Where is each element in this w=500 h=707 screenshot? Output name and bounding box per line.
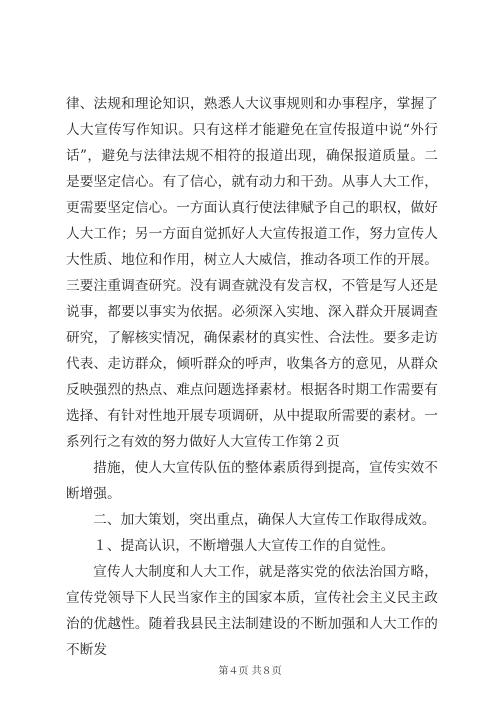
section-heading-2: 二、加大策划，突出重点，确保人大宣传工作取得成效。 xyxy=(93,512,436,528)
document-body xyxy=(66,91,438,663)
paragraph-2: 措施，使人大宣传队伍的整体素质得到提高，宣传实效不断增强。 xyxy=(66,460,438,502)
subsection-heading-1: １、提高认识，不断增强人大宣传工作的自觉性。 xyxy=(93,538,395,554)
paragraph-1: 律、法规和理论知识，熟悉人大议事规则和办事程序，掌握了人大宣传写作知识。只有这样才能避免在宣传报道中说“外行话”，避免与法律法规不相符的报道出现，确保报道质量。二是要坚定信心。有了信心，就有动力和干劲。从事人大工作，更需要坚定信心。一方面认真行使法律赋予自己的职权，做好人大工作；另一方面自觉抓好人大宣传报道工作，努力宣传人大性质、地位和作用，树立人大威信，推动各项工作的开展。三要注重调查研究。没有调查就没有发言权，不管是写人还是说事，都要以事实为依据。必须深入实地、深入群众开展调查研究，了解核实情况，确保素材的真实性、合法性。要多走访代表、走访群众，倾听群众的呼声，收集各方的意见，从群众反映强烈的热点、难点问题选择素材。根据各时期工作需要有选择、有针对性地开展专项调研，从中提取所需要的素材。一系列行之有效的努力做好人大宣传工作第２页 xyxy=(66,96,438,450)
page-footer: 第４页 共８页 xyxy=(218,666,282,677)
paragraph-3: 宣传人大制度和人大工作，就是落实党的依法治国方略，宣传党领导下人民当家作主的国家本质，宣传社会主义民主政治的优越性。随着我县民主法制建设的不断加强和人大工作的不断发 xyxy=(66,564,438,658)
